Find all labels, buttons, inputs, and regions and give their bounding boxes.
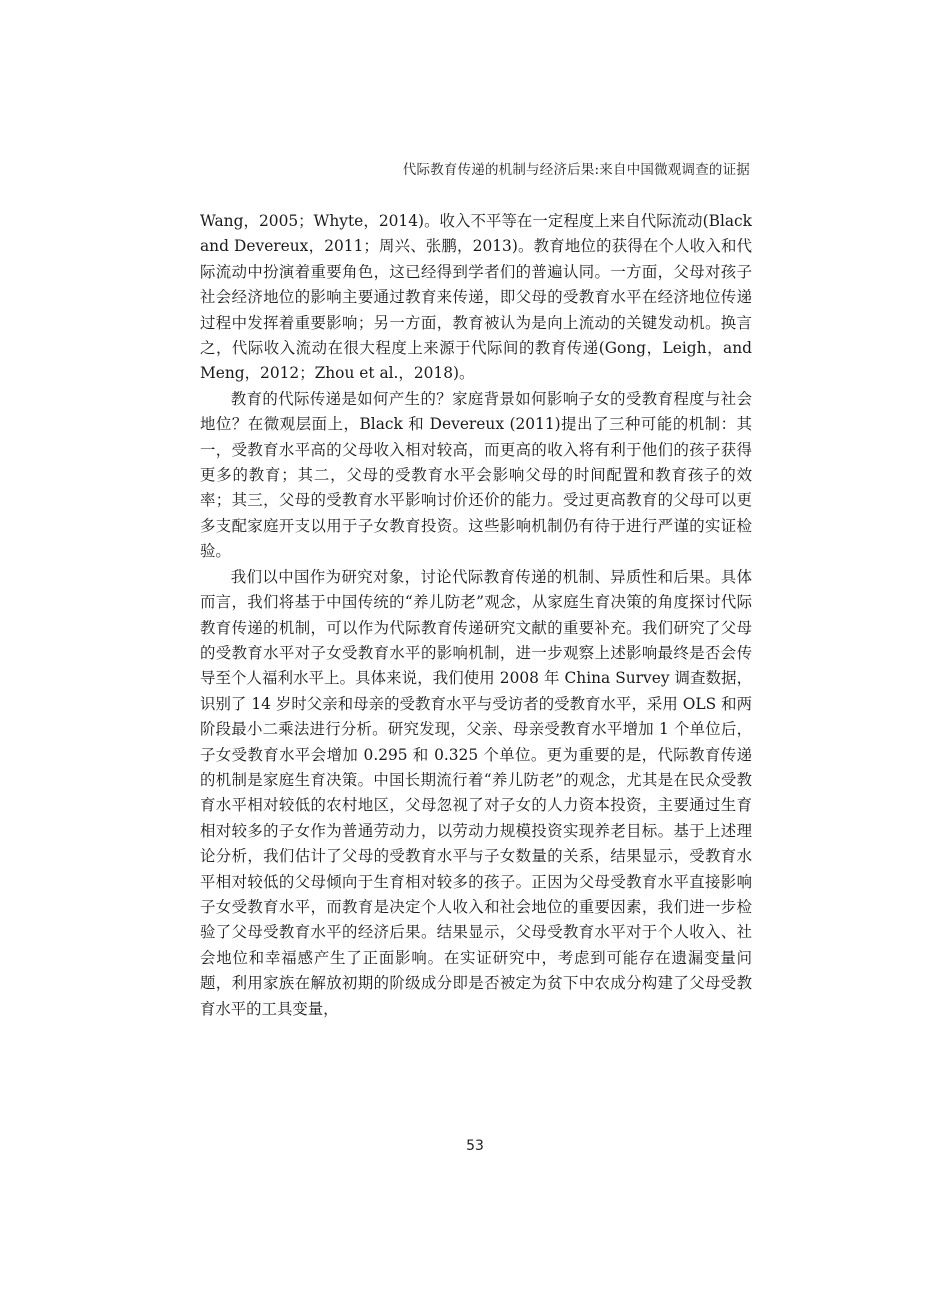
- paragraph-1: Wang，2005；Whyte，2014)。收入不平等在一定程度上来自代际流动(Black and Devereux，2011；周兴、张鹏，2013)。教育地位的获得在个人收入和代际流动中扮演着重要角色，这已经得到学者们的普遍认同。一方面，父母对孩子社会经济地位的影响主要通过教育来传递，即父母的受教育水平在经济地位传递过程中发挥着重要影响；另一方面，教育被认为是向上流动的关键发动机。换言之，代际收入流动在很大程度上来源于代际间的教育传递(Gong，Leigh，and Meng，2012；Zhou et al.，2018)。: [200, 212, 752, 383]
- running-header: 代际教育传递的机制与经济后果:来自中国微观调查的证据: [402, 162, 750, 178]
- paragraph-3: 我们以中国作为研究对象，讨论代际教育传递的机制、异质性和后果。具体而言，我们将基于中国传统的“养儿防老”观念，从家庭生育决策的角度探讨代际教育传递的机制，可以作为代际教育传递研究文献的重要补充。我们研究了父母的受教育水平对子女受教育水平的影响机制，进一步观察上述影响最终是否会传导至个人福利水平上。具体来说，我们使用 2008 年 China Survey 调查数据，识别了 14 岁时父亲和母亲的受教育水平与受访者的受教育水平，采用 OLS 和两阶段最小二乘法进行分析。研究发现，父亲、母亲受教育水平增加 1 个单位后，子女受教育水平会增加 0.295 和 0.325 个单位。更为重要的是，代际教育传递的机制是家庭生育决策。中国长期流行着“养儿防老”的观念，尤其是在民众受教育水平相对较低的农村地区，父母忽视了对子女的人力资本投资，主要通过生育相对较多的子女作为普通劳动力，以劳动力规模投资实现养老目标。基于上述理论分析，我们估计了父母的受教育水平与子女数量的关系，结果显示，受教育水平相对较低的父母倾向于生育相对较多的孩子。正因为父母受教育水平直接影响子女受教育水平，而教育是决定个人收入和社会地位的重要因素，我们进一步检验了父母受教育水平的经济后果。结果显示，父母受教育水平对于个人收入、社会地位和幸福感产生了正面影响。在实证研究中，考虑到可能存在遗漏变量问题，利用家族在解放初期的阶级成分即是否被定为贫下中农成分构建了父母受教育水平的工具变量，: [200, 567, 752, 1018]
- body-text: [200, 209, 752, 1022]
- page-number: 53: [466, 1138, 484, 1154]
- paragraph-2: 教育的代际传递是如何产生的？家庭背景如何影响子女的受教育程度与社会地位？在微观层面上，Black 和 Devereux (2011)提出了三种可能的机制：其一，受教育水平高的父母收入相对较高，而更高的收入将有利于他们的孩子获得更多的教育；其二，父母的受教育水平会影响父母的时间配置和教育孩子的效率；其三，父母的受教育水平影响讨价还价的能力。受过更高教育的父母可以更多支配家庭开支以用于子女教育投资。这些影响机制仍有待于进行严谨的实证检验。: [200, 389, 752, 561]
